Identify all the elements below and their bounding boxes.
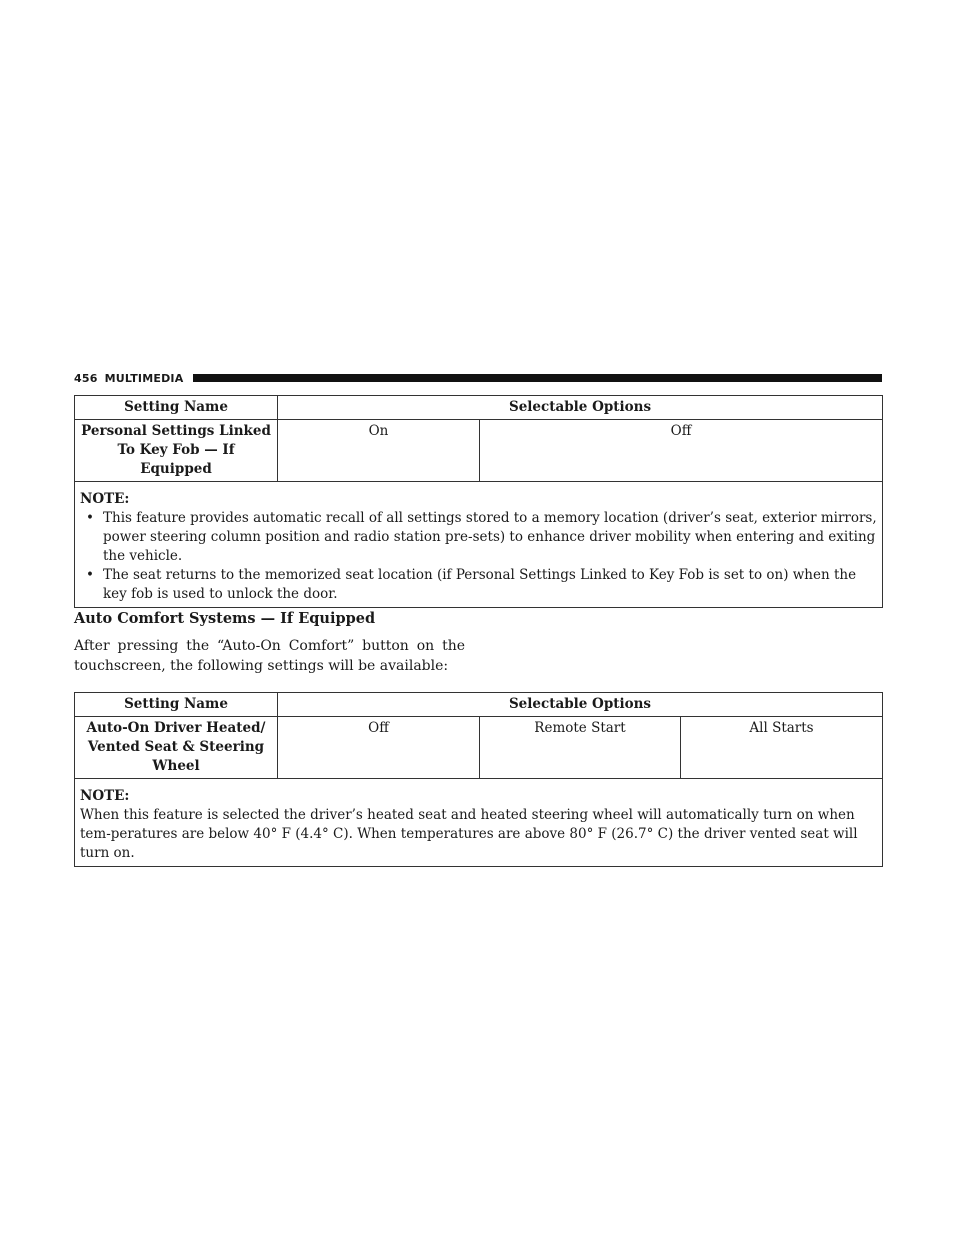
option-cell: Off [278,717,480,779]
table-row [75,717,883,779]
section-heading: Auto Comfort Systems — If Equipped [74,610,376,627]
option-cell: On [278,420,480,482]
table-header-row [75,693,883,717]
column-header-selectable-options: Selectable Options [278,693,883,717]
table-row [75,420,883,482]
setting-name-cell: Auto-On Driver Heated/ Vented Seat & Steering Wheel [75,717,278,779]
note-row [75,779,883,867]
setting-name-cell: Personal Settings Linked To Key Fob — If Equipped [75,420,278,482]
note-row [75,482,883,608]
note-label: NOTE: [80,491,130,507]
bullet-icon: • [86,510,94,526]
section-title: MULTIMEDIA [104,371,184,385]
note-cell [75,779,883,867]
option-cell: All Starts [681,717,883,779]
column-header-setting-name: Setting Name [75,693,278,717]
column-header-setting-name: Setting Name [75,396,278,420]
note-bullet-list [80,509,877,604]
note-text: When this feature is selected the driver’s heated seat and heated steering wheel will automatically turn on when tem-peratures are below 40° F (4.4° C). When temperatures are above 80° F (26.7° C) the driver vented seat will turn on. [80,807,858,861]
personal-settings-table [74,395,883,608]
list-item [80,509,877,566]
note-bullet-text: The seat returns to the memorized seat location (if Personal Settings Linked to Key Fob is set to on) when the key fob is used to unlock the door. [103,567,857,602]
list-item [80,566,877,604]
section-body-text: After pressing the “Auto-On Comfort” button on the touchscreen, the following settings will be available: [74,638,465,674]
option-cell: Remote Start [480,717,681,779]
page-header [74,369,882,387]
table-header-row [75,396,883,420]
option-cell: Off [480,420,883,482]
note-cell [75,482,883,608]
note-bullet-text: This feature provides automatic recall of all settings stored to a memory location (driver’s seat, exterior mirrors, power steering column position and radio station pre-sets) to enhance driver mobility when entering and exiting the vehicle. [103,510,877,564]
note-label: NOTE: [80,788,130,804]
header-rule [193,374,882,382]
bullet-icon: • [86,567,94,583]
page-number: 456 [74,371,98,385]
auto-comfort-table [74,692,883,867]
column-header-selectable-options: Selectable Options [278,396,883,420]
